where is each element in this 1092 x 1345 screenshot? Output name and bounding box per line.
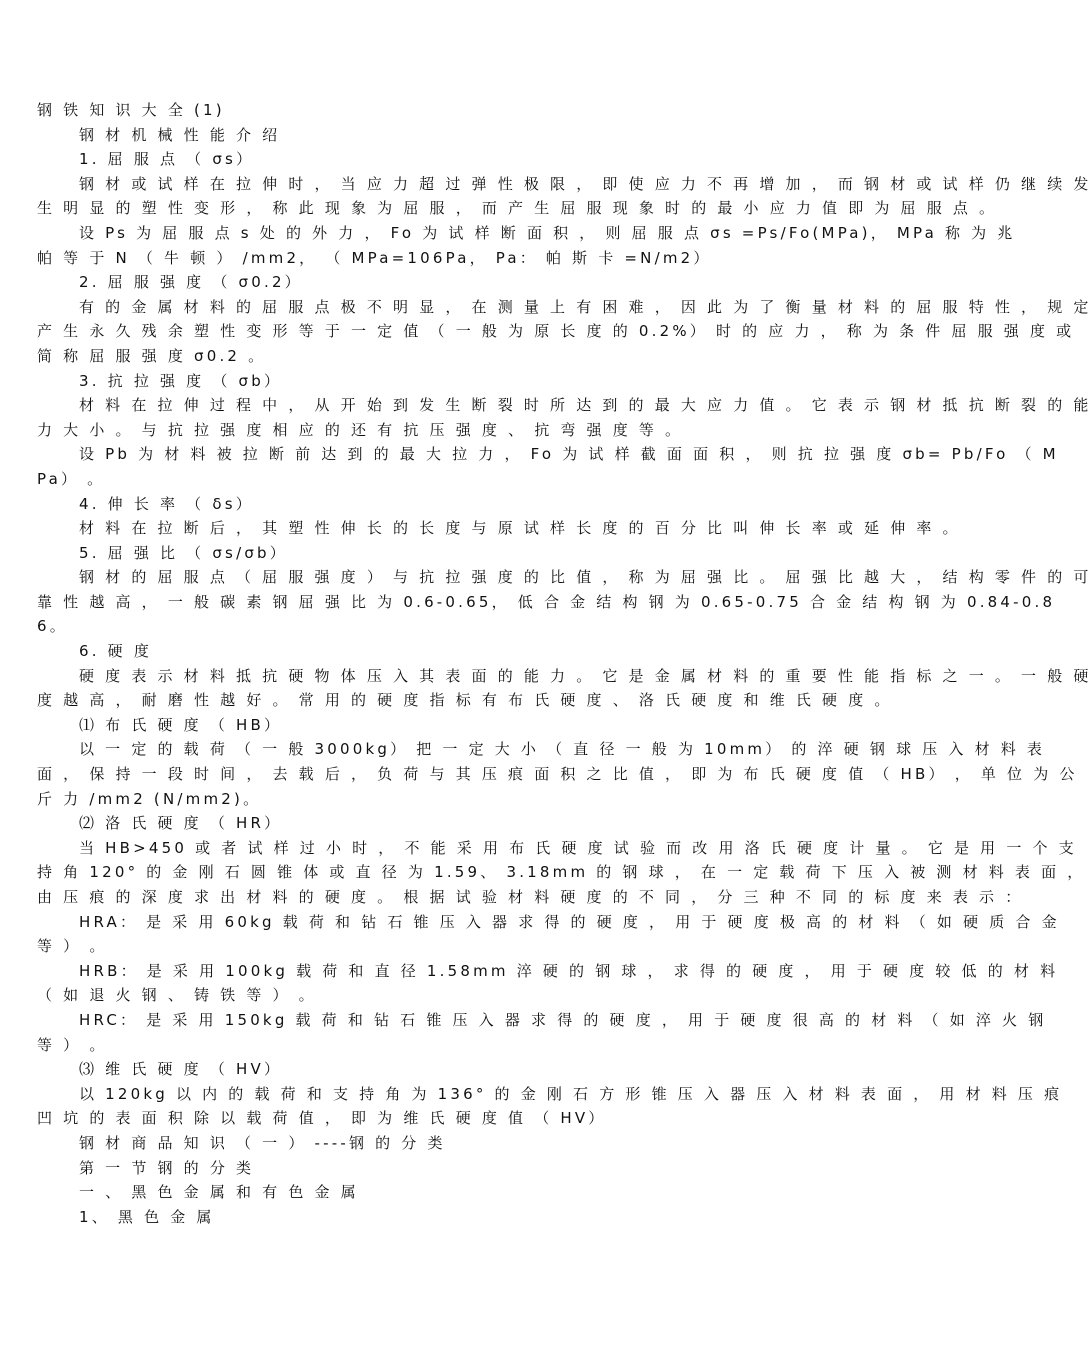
text-line: 材 料 在 拉 断 后 ， 其 塑 性 伸 长 的 长 度 与 原 试 样 长 度 的 百 分 比 叫 伸 长 率 或 延 伸 率 。 [79,519,961,538]
text-line: HRC： 是 采 用 150kg 载 荷 和 钻 石 锥 压 入 器 求 得 的 硬 度 ， 用 于 硬 度 很 高 的 材 料 （ 如 淬 火 钢 [79,1010,1047,1029]
text-line: 4. 伸 长 率 （ δs） [79,494,254,513]
text-line: 持 角 120° 的 金 刚 石 圆 锥 体 或 直 径 为 1.59、 3.18mm 的 钢 球 ， 在 一 定 载 荷 下 压 入 被 测 材 料 表 面 ， [37,863,1086,882]
text-line: HRB： 是 采 用 100kg 载 荷 和 直 径 1.58mm 淬 硬 的 钢 球 ， 求 得 的 硬 度 ， 用 于 硬 度 较 低 的 材 料 [79,961,1059,980]
text-line: 6. 硬 度 [79,642,153,661]
text-line: 生 明 显 的 塑 性 变 形 ， 称 此 现 象 为 屈 服 ， 而 产 生 屈 服 现 象 时 的 最 小 应 力 值 即 为 屈 服 点 。 [37,199,998,218]
text-line: 钢 材 机 械 性 能 介 绍 [79,125,281,144]
text-line: 当 HB>450 或 者 试 样 过 小 时 ， 不 能 采 用 布 氏 硬 度 试 验 而 改 用 洛 氏 硬 度 计 量 。 它 是 用 一 个 支 [79,838,1077,857]
text-line: ⑴ 布 氏 硬 度 （ HB） [79,715,283,734]
text-line: Pa） 。 [37,469,106,488]
text-line: 产 生 永 久 残 余 塑 性 变 形 等 于 一 定 值 （ 一 般 为 原 长 度 的 0.2%） 时 的 应 力 ， 称 为 条 件 屈 服 强 度 或 [37,322,1075,341]
text-line: （ 如 退 火 钢 、 铸 铁 等 ） 。 [37,986,317,1005]
text-line: ⑵ 洛 氏 硬 度 （ HR） [79,814,283,833]
text-line: 硬 度 表 示 材 料 抵 抗 硬 物 体 压 入 其 表 面 的 能 力 。 它 是 金 属 材 料 的 重 要 性 能 指 标 之 一 。 一 般 硬 [79,666,1092,685]
text-line: 2. 屈 服 强 度 （ σ0.2） [79,273,303,292]
document-page [37,98,1092,1229]
text-line: 3. 抗 拉 强 度 （ σb） [79,371,283,390]
text-line: 简 称 屈 服 强 度 σ0.2 。 [37,346,267,365]
text-line: 6。 [37,617,68,636]
text-line: 斤 力 /mm2 (N/mm2)。 [37,789,262,808]
text-line: 材 料 在 拉 伸 过 程 中 ， 从 开 始 到 发 生 断 裂 时 所 达 到 的 最 大 应 力 值 。 它 表 示 钢 材 抵 抗 断 裂 的 能 [79,396,1092,415]
text-line: 度 越 高 ， 耐 磨 性 越 好 。 常 用 的 硬 度 指 标 有 布 氏 硬 度 、 洛 氏 硬 度 和 维 氏 硬 度 。 [37,691,893,710]
text-line: 等 ） 。 [37,937,108,956]
text-line: ⑶ 维 氏 硬 度 （ HV） [79,1060,283,1079]
text-line: 1. 屈 服 点 （ σs） [79,150,255,169]
text-line: 钢 材 或 试 样 在 拉 伸 时 ， 当 应 力 超 过 弹 性 极 限 ， 即 使 应 力 不 再 增 加 ， 而 钢 材 或 试 样 仍 继 续 发 [79,174,1092,193]
text-line: 钢 材 的 屈 服 点 （ 屈 服 强 度 ） 与 抗 拉 强 度 的 比 值 ， 称 为 屈 强 比 。 屈 强 比 越 大 ， 结 构 零 件 的 可 [79,568,1092,587]
text-line: 靠 性 越 高 ， 一 般 碳 素 钢 屈 强 比 为 0.6-0.65， 低 合 金 结 构 钢 为 0.65-0.75 合 金 结 构 钢 为 0.84-0.8 [37,592,1056,611]
text-line: 设 Pb 为 材 料 被 拉 断 前 达 到 的 最 大 拉 力 ， Fo 为 试 样 截 面 面 积 ， 则 抗 拉 强 度 σb= Pb/Fo （ M [79,445,1059,464]
text-line: 钢 材 商 品 知 识 （ 一 ） ----钢 的 分 类 [79,1133,446,1152]
text-line: 钢 铁 知 识 大 全 (1) [37,101,225,119]
text-line: HRA： 是 采 用 60kg 载 荷 和 钻 石 锥 压 入 器 求 得 的 硬 度 ， 用 于 硬 度 极 高 的 材 料 （ 如 硬 质 合 金 [79,912,1060,931]
text-line: 第 一 节 钢 的 分 类 [79,1158,255,1177]
text-line: 等 ） 。 [37,1035,108,1054]
text-line: 帕 等 于 N （ 牛 顿 ） /mm2， （ MPa=106Pa， Pa： 帕 斯 卡 =N/m2） [37,248,712,267]
text-line: 面 ， 保 持 一 段 时 间 ， 去 载 后 ， 负 荷 与 其 压 痕 面 积 之 比 值 ， 即 为 布 氏 硬 度 值 （ HB） ， 单 位 为 公 [37,765,1078,784]
text-line: 5. 屈 强 比 （ σs/σb） [79,543,288,562]
text-line: 以 120kg 以 内 的 载 荷 和 支 持 角 为 136° 的 金 刚 石 方 形 锥 压 入 器 压 入 材 料 表 面 ， 用 材 料 压 痕 [79,1084,1063,1103]
text-line: 以 一 定 的 载 荷 （ 一 般 3000kg） 把 一 定 大 小 （ 直 径 一 般 为 10mm） 的 淬 硬 钢 球 压 入 材 料 表 [79,740,1046,759]
text-line: 一 、 黑 色 金 属 和 有 色 金 属 [79,1183,359,1202]
text-line: 有 的 金 属 材 料 的 屈 服 点 极 不 明 显 ， 在 测 量 上 有 困 难 ， 因 此 为 了 衡 量 材 料 的 屈 服 特 性 ， 规 定 [79,297,1092,316]
text-line: 由 压 痕 的 深 度 求 出 材 料 的 硬 度 。 根 据 试 验 材 料 硬 度 的 不 同 ， 分 三 种 不 同 的 标 度 来 表 示 ： [37,888,1024,906]
text-line: 力 大 小 。 与 抗 拉 强 度 相 应 的 还 有 抗 压 强 度 、 抗 弯 强 度 等 。 [37,420,684,439]
text-line: 1、 黑 色 金 属 [79,1207,215,1226]
text-line: 设 Ps 为 屈 服 点 s 处 的 外 力 ， Fo 为 试 样 断 面 积 ， 则 屈 服 点 σs =Ps/Fo(MPa)， MPa 称 为 兆 [79,223,1016,242]
text-line: 凹 坑 的 表 面 积 除 以 载 荷 值 ， 即 为 维 氏 硬 度 值 （ HV） [37,1109,607,1128]
